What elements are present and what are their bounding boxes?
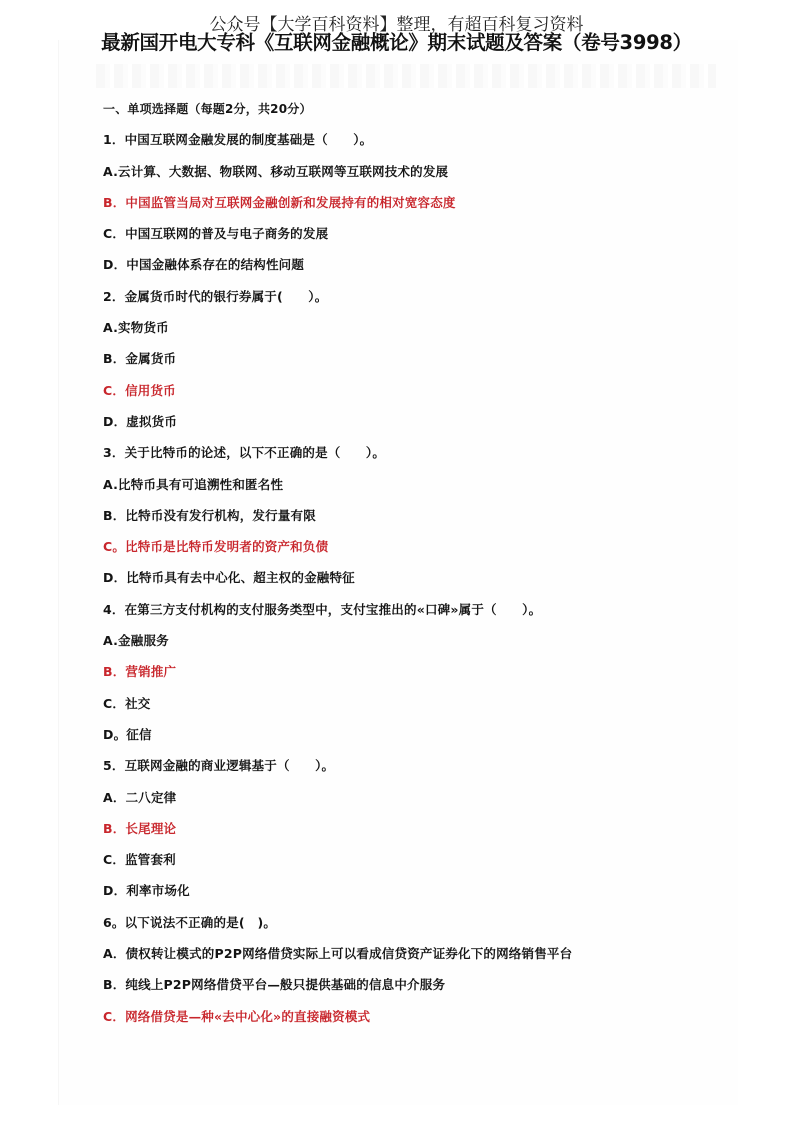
question-stem: 4．在第三方支付机构的支付服务类型中，支付宝推出的«口碑»属于（ ）。 <box>103 601 542 617</box>
ghosted-text-band <box>96 64 716 88</box>
option-d: D．比特币具有去中心化、超主权的金融特征 <box>103 570 355 586</box>
question-stem: 1．中国互联网金融发展的制度基础是（ ）。 <box>103 132 373 148</box>
option-d: D．虚拟货币 <box>103 413 178 429</box>
option-c: C．社交 <box>103 695 151 711</box>
option-d: D．中国金融体系存在的结构性问题 <box>103 257 305 273</box>
section-heading: 一、单项选择题（每题2分，共20分） <box>103 102 312 116</box>
document-title: 最新国开电大专科《互联网金融概论》期末试题及答案（卷号3998） <box>101 31 692 54</box>
option-c: C．中国互联网的普及与电子商务的发展 <box>103 226 329 242</box>
watermark-text: 公众号【大学百科资料】整理，有超百科复习资料 <box>209 15 584 35</box>
option-b: B．比特币没有发行机构，发行量有限 <box>103 507 316 523</box>
option-a: A.云计算、大数据、物联网、移动互联网等互联网技术的发展 <box>103 163 449 179</box>
option-b: B．金属货币 <box>103 351 177 367</box>
exam-content <box>103 99 723 1038</box>
option-a: A.比特币具有可追溯性和匿名性 <box>103 476 284 492</box>
question-stem: 2．金属货币时代的银行券属于( ）。 <box>103 288 328 304</box>
option-b-correct: B．营销推广 <box>103 664 177 680</box>
option-b-correct: B．长尾理论 <box>103 820 177 836</box>
question-stem: 3．关于比特币的论述，以下不正确的是（ ）。 <box>103 445 386 461</box>
option-c-correct: C．信用货币 <box>103 382 176 398</box>
option-a: A．二八定律 <box>103 789 177 805</box>
option-c: C．监管套利 <box>103 852 176 868</box>
option-a: A.金融服务 <box>103 633 169 649</box>
option-c-correct: C。比特币是比特币发明者的资产和负债 <box>103 539 329 555</box>
option-d: D。征信 <box>103 726 152 742</box>
option-d: D．利率市场化 <box>103 883 190 899</box>
question-stem: 6。以下说法不正确的是( )。 <box>103 914 277 930</box>
question-stem: 5．互联网金融的商业逻辑基于（ ）。 <box>103 758 335 774</box>
option-c-correct: C．网络借贷是—种«去中心化»的直接融资模式 <box>103 1008 371 1024</box>
option-a: A．债权转让模式的P2P网络借贷实际上可以看成信贷资产证券化下的网络销售平台 <box>103 946 573 962</box>
option-b: B．纯线上P2P网络借贷平台—般只提供基础的信息中介服务 <box>103 977 446 993</box>
option-a: A.实物货币 <box>103 320 169 336</box>
option-b-correct: B．中国监管当局对互联网金融创新和发展持有的相对宽容态度 <box>103 194 456 210</box>
